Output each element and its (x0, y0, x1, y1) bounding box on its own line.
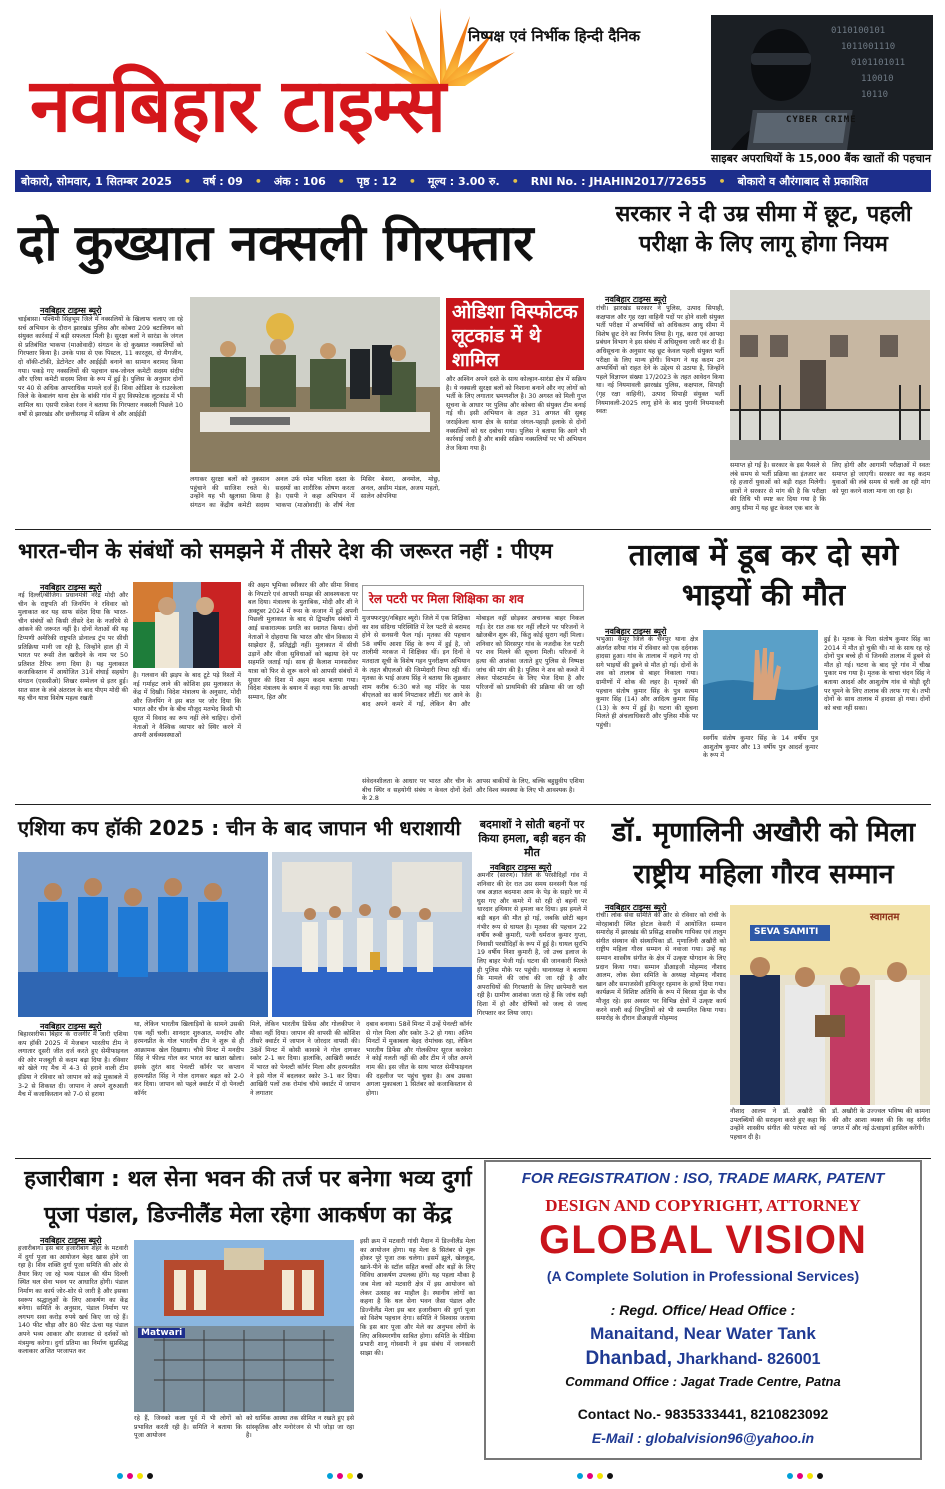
print-color-marks (0, 1470, 945, 1482)
story1-below-photo: लगाकर सुरक्षा बलों को नुकसान पहुंचाने की साजिश रचते थे। उन्होंने यह भी खुलासा किया है संगठन का केंद्रीय कमेटी सदस्य अनल उर्फ रमेश भविता दस्ता के सदस्यों का शारीरिक शोषण करता है। एसपी ने कहा अभियान में भाकपा (माओवादी) के शीर्ष नेता मिसिर बेसरा, अनमोल, मोछु, अनल, असीम मंडल, अजय महतो, सालेन ओपनिया (190, 476, 440, 509)
story7-byline: नवबिहार टाइम्स ब्यूरो (490, 863, 552, 872)
divider (15, 804, 931, 805)
story5-byline: नवबिहार टाइम्स ब्यूरो (605, 627, 667, 636)
svg-text:1011001110: 1011001110 (841, 42, 896, 52)
story3-byline: नवबिहार टाइम्स ब्यूरो (40, 583, 102, 592)
divider (15, 1158, 931, 1159)
story6-col2: था, लेकिन भारतीय खिलाड़ियों के सामने उसकी एक नहीं चली। शानदार शुरुआत, मनदीप और हरमनप्रीत के गोल भारतीय टीम ने शुरू से ही आक्रामक खेल दिखाया। चौथे मिनट में मनदीप सिंह ने फील्ड गोल कर भारत का खाता खोला। इसके तुरंत बाद पेनल्टी कॉर्नर पर कप्तान हरमनप्रीत सिंह ने गोल दागकर बढ़त को 2-0 कर दिया। जापान को पहले क्वार्टर में दो पेनल्टी कॉर्नर (134, 1021, 244, 1097)
cyber-crime-photo (711, 15, 933, 150)
svg-text:110010: 110010 (861, 74, 894, 84)
story7-text: अमनौर (सारण)। जिले के परसौदिहाँ गांव में शनिवार की देर रात उस समय सनसनी फैल गई जब अज्ञात बदमाश आम के पेड़ के सहारे घर में घुस गए और कमरे में सो रही दो बहनों पर धारदार हथियार से हमला कर दिया। इस हमले में बड़ी बहन की मौत हो गई, जबकि छोटी बहन गंभीर रूप से घायल है। मृतका की पहचान 22 वर्षीय रूबी कुमारी, पत्नी धर्मराज कुमार गुप्ता, निवासी परसौदिहाँ के रूप में हुई है। घायल सुरभि 19 वर्षीय निशा कुमारी है, जो उच्च इलाज के लिए बाहर भेजी गई। घटना की जानकारी मिलते ही पुलिस मौके पर पहुंची। थानाध्यक्ष ने बताया कि मामले की जांच की जा रही है और अपराधियों की गिरफ्तारी के लिए छापेमारी चल रही है। ग्रामीण आशंका जता रहे हैं कि जांच सही दिशा में हो और दोषियों को जल्द से जल्द गिरफ्तार कर लिया जाए। (477, 872, 587, 1017)
story2-photo (730, 290, 930, 460)
place-date: बोकारो, सोमवार, 1 सितम्बर 2025 (21, 174, 172, 188)
rni: RNI No. : JHAHIN2017/72655 (530, 174, 707, 188)
svg-text:0101101011: 0101101011 (851, 58, 906, 68)
ad-address: Manaitand, Near Water Tank (590, 1324, 816, 1343)
infobar-sep: • (183, 174, 191, 188)
svg-text:0110100101: 0110100101 (831, 26, 886, 36)
story6-headline: एशिया कप हॉकी 2025 : चीन के बाद जापान भी धराशायी (18, 816, 461, 840)
story1-headline: दो कुख्यात नक्सली गिरफ्तार (18, 214, 534, 272)
story6-byline: नवबिहार टाइम्स ब्यूरो (40, 1022, 102, 1031)
infobar-sep: • (337, 174, 345, 188)
story6-col1: बिहारशरीफ। बिहार के राजगीर में जारी एशिया कप हॉकी 2025 में मेजबान भारतीय टीम ने लगातार दूसरी जीत दर्ज करते हुए सेमीफाइनल की ओर मजबूती से कदम बढ़ा दिया है। रविवार को खेले गए मैच में 4-3 से हराने वाली टीम इंडिया ने रविवार को जापान को कड़े मुकाबले में 3-2 से शिकस्त दी। जापान ने अपने शुरुआती मैच में कजाकिस्तान को 7-0 से हराया (18, 1031, 128, 1099)
issue: अंक : 106 (273, 174, 326, 188)
story3-col4: संवेदनशीलता के आधार पर भारत और चीन के बीच स्थिर व सहयोगी संबंध न केवल दोनों देशों के 2.8 (362, 778, 472, 803)
story9-col2b: को धार्मिक आस्था तक सीमित न रखते हुए इसे सांस्कृतिक और मनोरंजन से भी जोड़ा जा रहा है। (246, 1415, 354, 1440)
story8-headline: डॉ. मृणालिनी अखौरी को मिला राष्ट्रीय महिला गौरव सम्मान (611, 817, 916, 890)
story8-photo (730, 905, 930, 1105)
cyber-crime-label: CYBER CRIME (786, 115, 857, 125)
ad-line1: FOR REGISTRATION : ISO, TRADE MARK, PATENT (521, 1170, 885, 1187)
story6-photo2 (272, 852, 472, 1017)
matwari-label: Matwari (138, 1328, 185, 1338)
story5-col2: स्वर्गीय संतोष कुमार सिंह के 14 वर्षीय पुत्र आशुतोष कुमार और 13 वर्षीय पुत्र आदर्श कुमार के रूप में (703, 735, 818, 760)
story1-right-col: और अश्विन अपने दस्ते के साथ कोल्हान-सारंडा क्षेत्र में सक्रिय है। ये नक्सली सुरक्षा बलों को निशाना बनाने और नए लोगों को भर्ती के लिए लगातार भ्रमणशील है। 30 अगस्त को मिली गुप्त सूचना के आधार पर पुलिस और कोबरा की संयुक्त टीम बनाई गई थी। इसी अभियान के तहत 31 अगस्त की सुबह जराईकेला थाना क्षेत्र के सारंडा जंगल-पहाड़ी इलाके से दोनों नक्सलियों को धर दबोचा गया। पुलिस ने बताया कि आगे भी कार्रवाई जारी है और बाकी सक्रिय नक्सलियों पर भी अभियान तेज किया गया है। (446, 376, 586, 452)
ad-office-label: : Regd. Office/ Head Office : (610, 1302, 796, 1318)
ad-brand: GLOBAL VISION (539, 1218, 867, 1262)
infobar-sep: • (408, 174, 416, 188)
leaders-handshake-photo (133, 582, 241, 668)
story1-col1: चाईबासा। पश्चिमी सिंहभूम जिले में नक्सलियों के खिलाफ चलाए जा रहे सर्च अभियान के दौरान झारखंड पुलिस और कोबरा 209 बटालियन को संयुक्त कार्रवाई में बड़ी सफलता मिली है। सुरक्षा बलों ने सारंडा के जंगल से प्रतिबंधित भाकपा (माओवादी) संगठन के दो कुख्यात नक्सलियों को गिरफ्तार किया है। उनके पास से एक पिस्टल, 11 कारतूस, दो मैगजीन, दो वॉकी-टॉकी, डेटोनेटर और आईईडी बनाने का सामान बरामद किया गया। पकड़े गए नक्सलियों की पहचान सब-जोनल कमेटी सदस्य संदीप और एरिया कमेटी सदस्य शिवा के रूप में हुई है। पुलिस के अनुसार दोनों पर 40 से अधिक आपराधिक मामले दर्ज हैं। शिवा ओडिशा के राउरकेला जिले के केबालंग थाना क्षेत्र के बांकी गांव में हुए विस्फोटक लूटकांड में भी शामिल था। एसपी राकेश रंजन ने बताया कि गिरफ्तार नक्सली पिछले 10 वर्षों से झारखंड और छत्तीसगढ़ में सक्रिय थे और आईईडी (18, 316, 183, 418)
story7-headline: बदमाशों ने सोती बहनों पर किया हमला, बड़ी बहन की मौत (478, 818, 586, 859)
story3-headline: भारत-चीन के संबंधों को समझने में तीसरे देश की जरूरत नहीं : पीएम (18, 539, 553, 563)
svg-text:10110: 10110 (861, 90, 889, 100)
story9-col2a: रहे हैं, जिनको कला पूर्व में भी लोगों को प्रभावित करती रही है। समिति ने बताया कि पूजा आयोजन (134, 1415, 242, 1440)
infobar-sep: • (511, 174, 519, 188)
story6-col4: दबाव बनाया। 58वें मिनट में उन्हें पेनल्टी कॉर्नर से गोल मिला और स्कोर 3-2 हो गया। अंतिम मिनटों में मुकाबला बेहद रोमांचक रहा, लेकिन भारतीय डिफेंस और गोलकीपर सूरज करकेरा ने कोई गलती नहीं की और टीम ने जीत अपने नाम की। इस जीत के साथ भारत सेमीफाइनल की दहलीज पर पहुंच चुका है। अब उसका अगला मुकाबला 1 सितंबर को कजाकिस्तान से होगा। (366, 1021, 472, 1097)
story2-col1: रांची। झारखंड सरकार ने पुलिस, उत्पाद सिपाही, कक्षपाल और गृह रक्षा वाहिनी पदों पर होने वाली संयुक्त भर्ती परीक्षा में अभ्यर्थियों को अधिकतम आयु सीमा में विशेष छूट देने का निर्णय लिया है। गृह, कारा एवं आपदा प्रबंधन विभाग ने इस संबंध में अधिसूचना जारी कर दी है। अधिसूचना के अनुसार यह छूट केवल पहली संयुक्त भर्ती परीक्षा के लिए मान्य होगी। विभाग ने यह कदम उन अभ्यर्थियों को राहत देने के उद्देश्य से उठाया है, जिन्होंने पहले विज्ञापन संख्या 17/2023 के तहत आवेदन किया था। नई नियमावली झारखंड पुलिस, कक्षपाल, सिपाही (गृह रक्षा वाहिनी), उत्पाद सिपाही संयुक्त भर्ती नियमावली-2025 लागू होने के बाद पुरानी नियमावली स्वतः (596, 305, 724, 416)
story9-col1: हजारीबाग। इस बार हजारीबाग शहर के मटवारी में दुर्गा पूजा का आयोजन बेहद खास होने जा रहा है। शिव शक्ति दुर्गा पूजा समिति की ओर से तैयार किए जा रहे भव्य पंडाल की थीम दिल्ली स्थित थल सेना भवन पर आधारित होगी। पंडाल निर्माण का कार्य जोर-शोर से जारी है और इसका स्वरूप श्रद्धालुओं के लिए आकर्षण का केंद्र बनेगा। समिति के अनुसार, पंडाल निर्माण पर लगभग सवा करोड़ रुपये खर्च किए जा रहे हैं। 140 फीट चौड़ा और 80 फीट ऊंचा यह पंडाल अपने भव्य आकार और सजावट से दर्शकों को मंत्रमुग्ध करेगा। दुर्गा प्रतिमा का निर्माण सुप्रसिद्ध कलाकार अजित परजापत कर (18, 1245, 128, 1356)
story3-col2: है। गलवान की झड़प के बाद टूटे पड़े रिश्तों में नई गर्माहट लाने की कोशिश इस मुलाकात के केंद्र में दिखी। विदेश मंत्रालय के अनुसार, मोदी और जिनपिंग ने इस बात पर जोर दिया कि भारत और चीन के बीच मौजूद मतभेद किसी भी सूरत में विवाद का रूप नहीं लेने चाहिए। दोनों नेताओं ने वैश्विक व्यापार को स्थिर करने में अपनी अर्थव्यवस्थाओं (133, 672, 241, 740)
story2-col2: समाप्त हो गई है। सरकार के इस फैसले से लंबे समय से भर्ती प्रक्रिया का इंतजार कर रहे हजारों युवाओं को बड़ी राहत मिलेगी। छात्रों ने सरकार से मांग की है कि परीक्षा की तिथि भी स्पष्ट कर दिया गया है कि आयु सीमा में यह छूट केवल एक बार के (730, 462, 826, 512)
masthead-title: नवबिहार टाइम्स (30, 63, 445, 149)
building-photo (730, 290, 930, 460)
story8-col2: नौशाद आलम ने डॉ. अखौरी की उपलब्धियों की सराहना करते हुए कहा कि उन्होंने शास्त्रीय संगीत की परंपरा को नई पहचान दी है। (730, 1108, 826, 1141)
ad-command: Command Office : Jagat Trade Centre, Patna (565, 1374, 841, 1389)
divider (15, 529, 931, 530)
ad-city: Dhanbad, (585, 1348, 673, 1369)
ad-state: Jharkhand- 826001 (676, 1351, 821, 1368)
story4-text: मुजफ्फरपुर/नबिहार ब्यूरो। जिले में एक शिक्षिका का शव संदिग्ध परिस्थिति में रेल पटरी से बरामद होने से सनसनी फैल गई। मृतका की पहचान 58 वर्षीय आशा सिंह के रूप में हुई है, जो तालीमी मरकज में शिक्षिका थीं। इन दिनों वे मतदाता सूची के विशेष गहन पुनरीक्षण अभियान के तहत बीएलओ की जिम्मेदारी निभा रही थीं। मृतका के भाई अजय सिंह ने बताया कि शुक्रवार शाम करीब 6:30 बजे वह मंदिर के पास बीएलओ का कार्य निपटाकर लौटीं। घर आने के बाद अपने कमरे में गईं, लेकिन बैग और मोबाइल वहीं छोड़कर अचानक बाहर निकल गईं। देर रात तक घर नहीं लौटने पर परिजनों ने खोजबीन शुरू की, किंतु कोई सुराग नहीं मिला। शनिवार को सिरसपुर गांव के नजदीक रेल पटरी पर शव मिलने की सूचना मिली। परिजनों ने हत्या की आशंका जताते हुए पुलिस से निष्पक्ष जांच की मांग की है। पुलिस ने शव को कब्जे में लेकर पोस्टमार्टम के लिए भेज दिया है और परिजनों को प्राथमिकी की प्रक्रिया की जा रही है। (362, 615, 584, 708)
hacker-illustration (711, 15, 933, 150)
published-from: बोकारो व औरंगाबाद से प्रकाशित (737, 174, 869, 188)
drowning-hand-photo (703, 630, 818, 730)
story8-col1: रांची। लोक सेवा समिति की ओर से रविवार को रांची के मोरहाबादी स्थित होटल केसरी में आयोजित सम्मान समारोह में झारखंड की प्रसिद्ध शास्त्रीय गायिका एवं तालुम संगीत संस्थान की संस्थापिका डॉ. मृणालिनी अखौरी को राष्ट्रीय महिला गौरव सम्मान से नवाजा गया। उन्हें यह सम्मान शास्त्रीय संगीत के क्षेत्र में उत्कृष्ट योगदान के लिए प्रदान किया गया। सम्मान डीआइजी मोहम्मद नौशाद आलम, लोक सेवा समिति के अध्यक्ष मोहम्मद नौशाद खान और समाजसेवी हाफिजुर रहमान के हाथों दिया गया। कार्यक्रम में विशिष्ट अतिथि के रूप में बिरसा मुंडा के पौत्र मौजूद रहे। इस अवसर पर विभिन्न क्षेत्रों में उत्कृष्ट कार्य करने वाली कई विभूतियों को भी सम्मानित किया गया। समारोह के दौरान डीआइजी मोहम्मद (596, 912, 726, 1023)
infobar-sep: • (718, 174, 726, 188)
story5-col3: हुई है। मृतक के पिता संतोष कुमार सिंह का 2014 में मौत हो चुकी थी। मां के साथ रह रहे दोनों पुत्र बच्चे ही थे जिनकी तालाब में डूबने से मौत हो गई। घटना के बाद पूरे गांव में चीख पुकार मच गया है। मृतक के चाचा चंदन सिंह ने बताया आदर्श और आशुतोष गांव से थोड़ी दूरी पर घूमने के लिए तालाब की तरफ गए थे। तभी दोनों के साथ तालाब में हादसा हो गया। दोनों को बचा नहीं सका। (824, 636, 930, 712)
story2-col3: लिए होगी और आगामी परीक्षाओं में स्वतः समाप्त हो जाएगी। सरकार का यह कदम युवाओं की लंबे समय से चली आ रही मांग को पूरा करने वाला माना जा रहा है। (832, 462, 930, 495)
year: वर्ष : 09 (203, 174, 243, 188)
ad-contact: Contact No.- 9835333441, 8210823092 (577, 1406, 829, 1422)
info-bar (15, 170, 931, 192)
story8-col3: डॉ. अखौरी के उज्ज्वल भविष्य की कामना की और आशा व्यक्त की कि वह संगीत जगत में और नई ऊंचाइयां हासिल करेंगी। (832, 1108, 930, 1133)
story5-headline: तालाब में डूब कर दो सगे भाइयों की मौत (628, 538, 899, 613)
story9-photo (134, 1240, 354, 1412)
ad-city-line (486, 1348, 920, 1370)
story2-byline: नवबिहार टाइम्स ब्यूरो (605, 295, 667, 304)
story9-col3: इसी क्रम में मटवारी गांधी मैदान में डिज्नीलैंड मेला का आयोजन होगा। यह मेला 8 सितंबर से शुरू होकर पूरे पूजा तक चलेगा। इसमें झूले, खेलकूद, खाने-पीने के स्टॉल सहित बच्चों और बड़ों के लिए विविध आकर्षण उपलब्ध होंगे। यह पहला मौका है जब मेला को मटवारी क्षेत्र में इस आयोजन को लेकर उत्साह का माहौल है। स्थानीय लोगों का कहना है कि थल सेना भवन जैसा पंडाल और डिज्नीलैंड मेला इस बार हजारीबाग की दुर्गा पूजा को विशेष पहचान देगा। समिति ने विश्वास जताया कि इस बार पूजा और मेले का अनुभव लोगों के लिए अविस्मरणीय साबित होगा। समिति के मीडिया प्रभारी शानू गोस्वामी ने इस संबंध में जानकारी साझा की। (360, 1238, 475, 1357)
story2-headline: सरकार ने दी उम्र सीमा में छूट, पहली परीक्षा के लिए लागू होगा नियम (615, 202, 912, 257)
story6-photo1 (18, 852, 268, 1017)
story4-tail: आपस बाकीयों के लिए, बल्कि बहुध्रुवीय एशिया और विश्व व्यवस्था के लिए भी आवश्यक है। (476, 778, 584, 794)
ad-email: E-Mail : globalvision96@yahoo.in (591, 1430, 815, 1446)
banner-seva-samiti: SEVA SAMITI (754, 927, 819, 937)
story3-col3: की अहम भूमिका स्वीकार की और सीमा विवाद के निपटारे एवं आपसी समझ की आवश्यकता पर बल दिया। मंत्रालय के मुताबिक, मोदी और शी ने अक्टूबर 2024 में रूस के कजान में हुई अपनी पिछली मुलाकात के बाद से द्विपक्षीय संबंधों में आई सकारात्मक प्रगति का स्वागत किया। दोनों नेताओं ने दोहराया कि भारत और चीन विकास में साझेदार हैं, प्रतिद्वंद्वी नहीं। मुलाकात में सीधी उड़ानें और वीजा सुविधाओं को बढ़ाया देने पर सहमति जताई गई। साथ ही कैलाश मानसरोवर यात्रा को फिर से शुरू करने को आपसी संबंधों में सुधार की दिशा में अहम कदम बताया गया। विदेश मंत्रालय के बयान में कहा गया कि आपसी सम्मान, हित और (248, 582, 358, 701)
story5-photo (703, 630, 818, 730)
story1-photo (190, 297, 440, 472)
story4-heading: रेल पटरी पर मिला शिक्षिका का शव (362, 585, 584, 611)
ad-tagline: (A Complete Solution in Professional Services) (546, 1268, 860, 1284)
story5-col1: भभुआ। कैमूर जिले के चैनपुर थाना क्षेत्र अंतर्गत सरैया गांव में रविवार को एक दर्दनाक हादसा हुआ। गांव के तालाब में नहाने गए दो सगे भाइयों की डूबने से मौत हो गई। दोनों के शव को तालाब से बाहर निकाला गया। ग्रामीणों में शोक की लहर है। मृतकों की पहचान संतोष कुमार सिंह के पुत्र सत्यम कुमार सिंह (14) और आदित्य कुमार सिंह (13) के रूप में हुई है। घटना की सूचना मिलते ही अंचलाधिकारी और पुलिस मौके पर पहुंची। (596, 636, 698, 729)
global-vision-ad (484, 1160, 922, 1460)
pages: पृष्ठ : 12 (356, 174, 397, 188)
story6-col3: मिले, लेकिन भारतीय डिफेंस और गोलकीपर ने मौका नहीं दिया। जापान की वापसी की कोशिश तीसरे क्वार्टर में जापान ने जोरदार वापसी की। 38वें मिनट में कोसी कावाबे ने गोल दागकर स्कोर 2-1 कर दिया। हालांकि, आखिरी क्वार्टर में भारत को पेनल्टी कॉर्नर मिला और हरमनप्रीत ने इसे गोल में बदलकर स्कोर 3-1 कर दिया। आखिरी पलों तक रोमांच चौथे क्वार्टर में जापान ने लगातार (250, 1021, 360, 1097)
banner-welcome: स्वागतम (870, 912, 900, 923)
story8-byline: नवबिहार टाइम्स ब्यूरो (605, 903, 667, 912)
story3-photo (133, 582, 241, 668)
promo-caption: साइबर अपराधियों के 15,000 बैंक खातों की पहचान (710, 152, 932, 165)
story1-byline: नवबिहार टाइम्स ब्यूरो (40, 306, 102, 315)
ad-line2: DESIGN AND COPYRIGHT, ATTORNEY (545, 1196, 861, 1215)
ceremony-photo (272, 852, 472, 1017)
press-conference-photo (190, 297, 440, 472)
hockey-team-photo (18, 852, 268, 1017)
story1-redbox: ओडिशा विस्फोटक लूटकांड में थे शामिल (446, 298, 584, 370)
story3-col1: नई दिल्ली/बीजिंग। प्रधानमंत्री नरेंद्र मोदी और चीन के राष्ट्रपति शी जिनपिंग ने रविवार को मुलाकात कर यह साफ संदेश दिया कि भारत-चीन संबंधों को किसी तीसरे देश के नजरिये से आंकने की जरूरत नहीं है। दोनों नेताओं की यह टिप्पणी अमेरिकी राष्ट्रपति डोनाल्ड ट्रंप पर सीधी प्रतिक्रिया मानी जा रही है, जिन्होंने हाल ही में भारत पर रूसी तेल खरीदने के नाम पर 50 प्रतिशत टैरिफ लगा दिया है। यह मुलाकात कजाकिस्तान में आयोजित 31वें शंघाई सहयोग संगठन (एससीओ) शिखर सम्मेलन से इतर हुई। सात साल के लंबे अंतराल के बाद पीएम मोदी की यह चीन यात्रा विशेष महत्व रखती (18, 592, 128, 703)
masthead-tagline: निष्पक्ष एवं निर्भीक हिन्दी दैनिक (468, 27, 641, 45)
pandal-render-photo (134, 1240, 354, 1412)
story9-headline: हजारीबाग : थल सेना भवन की तर्ज पर बनेगा भव्य दुर्गा पूजा पंडाल, डिज्नीलैंड मेला रहेगा आकर्षण का केंद्र (24, 1167, 472, 1228)
price: मूल्य : 3.00 रु. (427, 174, 500, 188)
story9-byline: नवबिहार टाइम्स ब्यूरो (40, 1236, 102, 1245)
infobar-sep: • (254, 174, 262, 188)
